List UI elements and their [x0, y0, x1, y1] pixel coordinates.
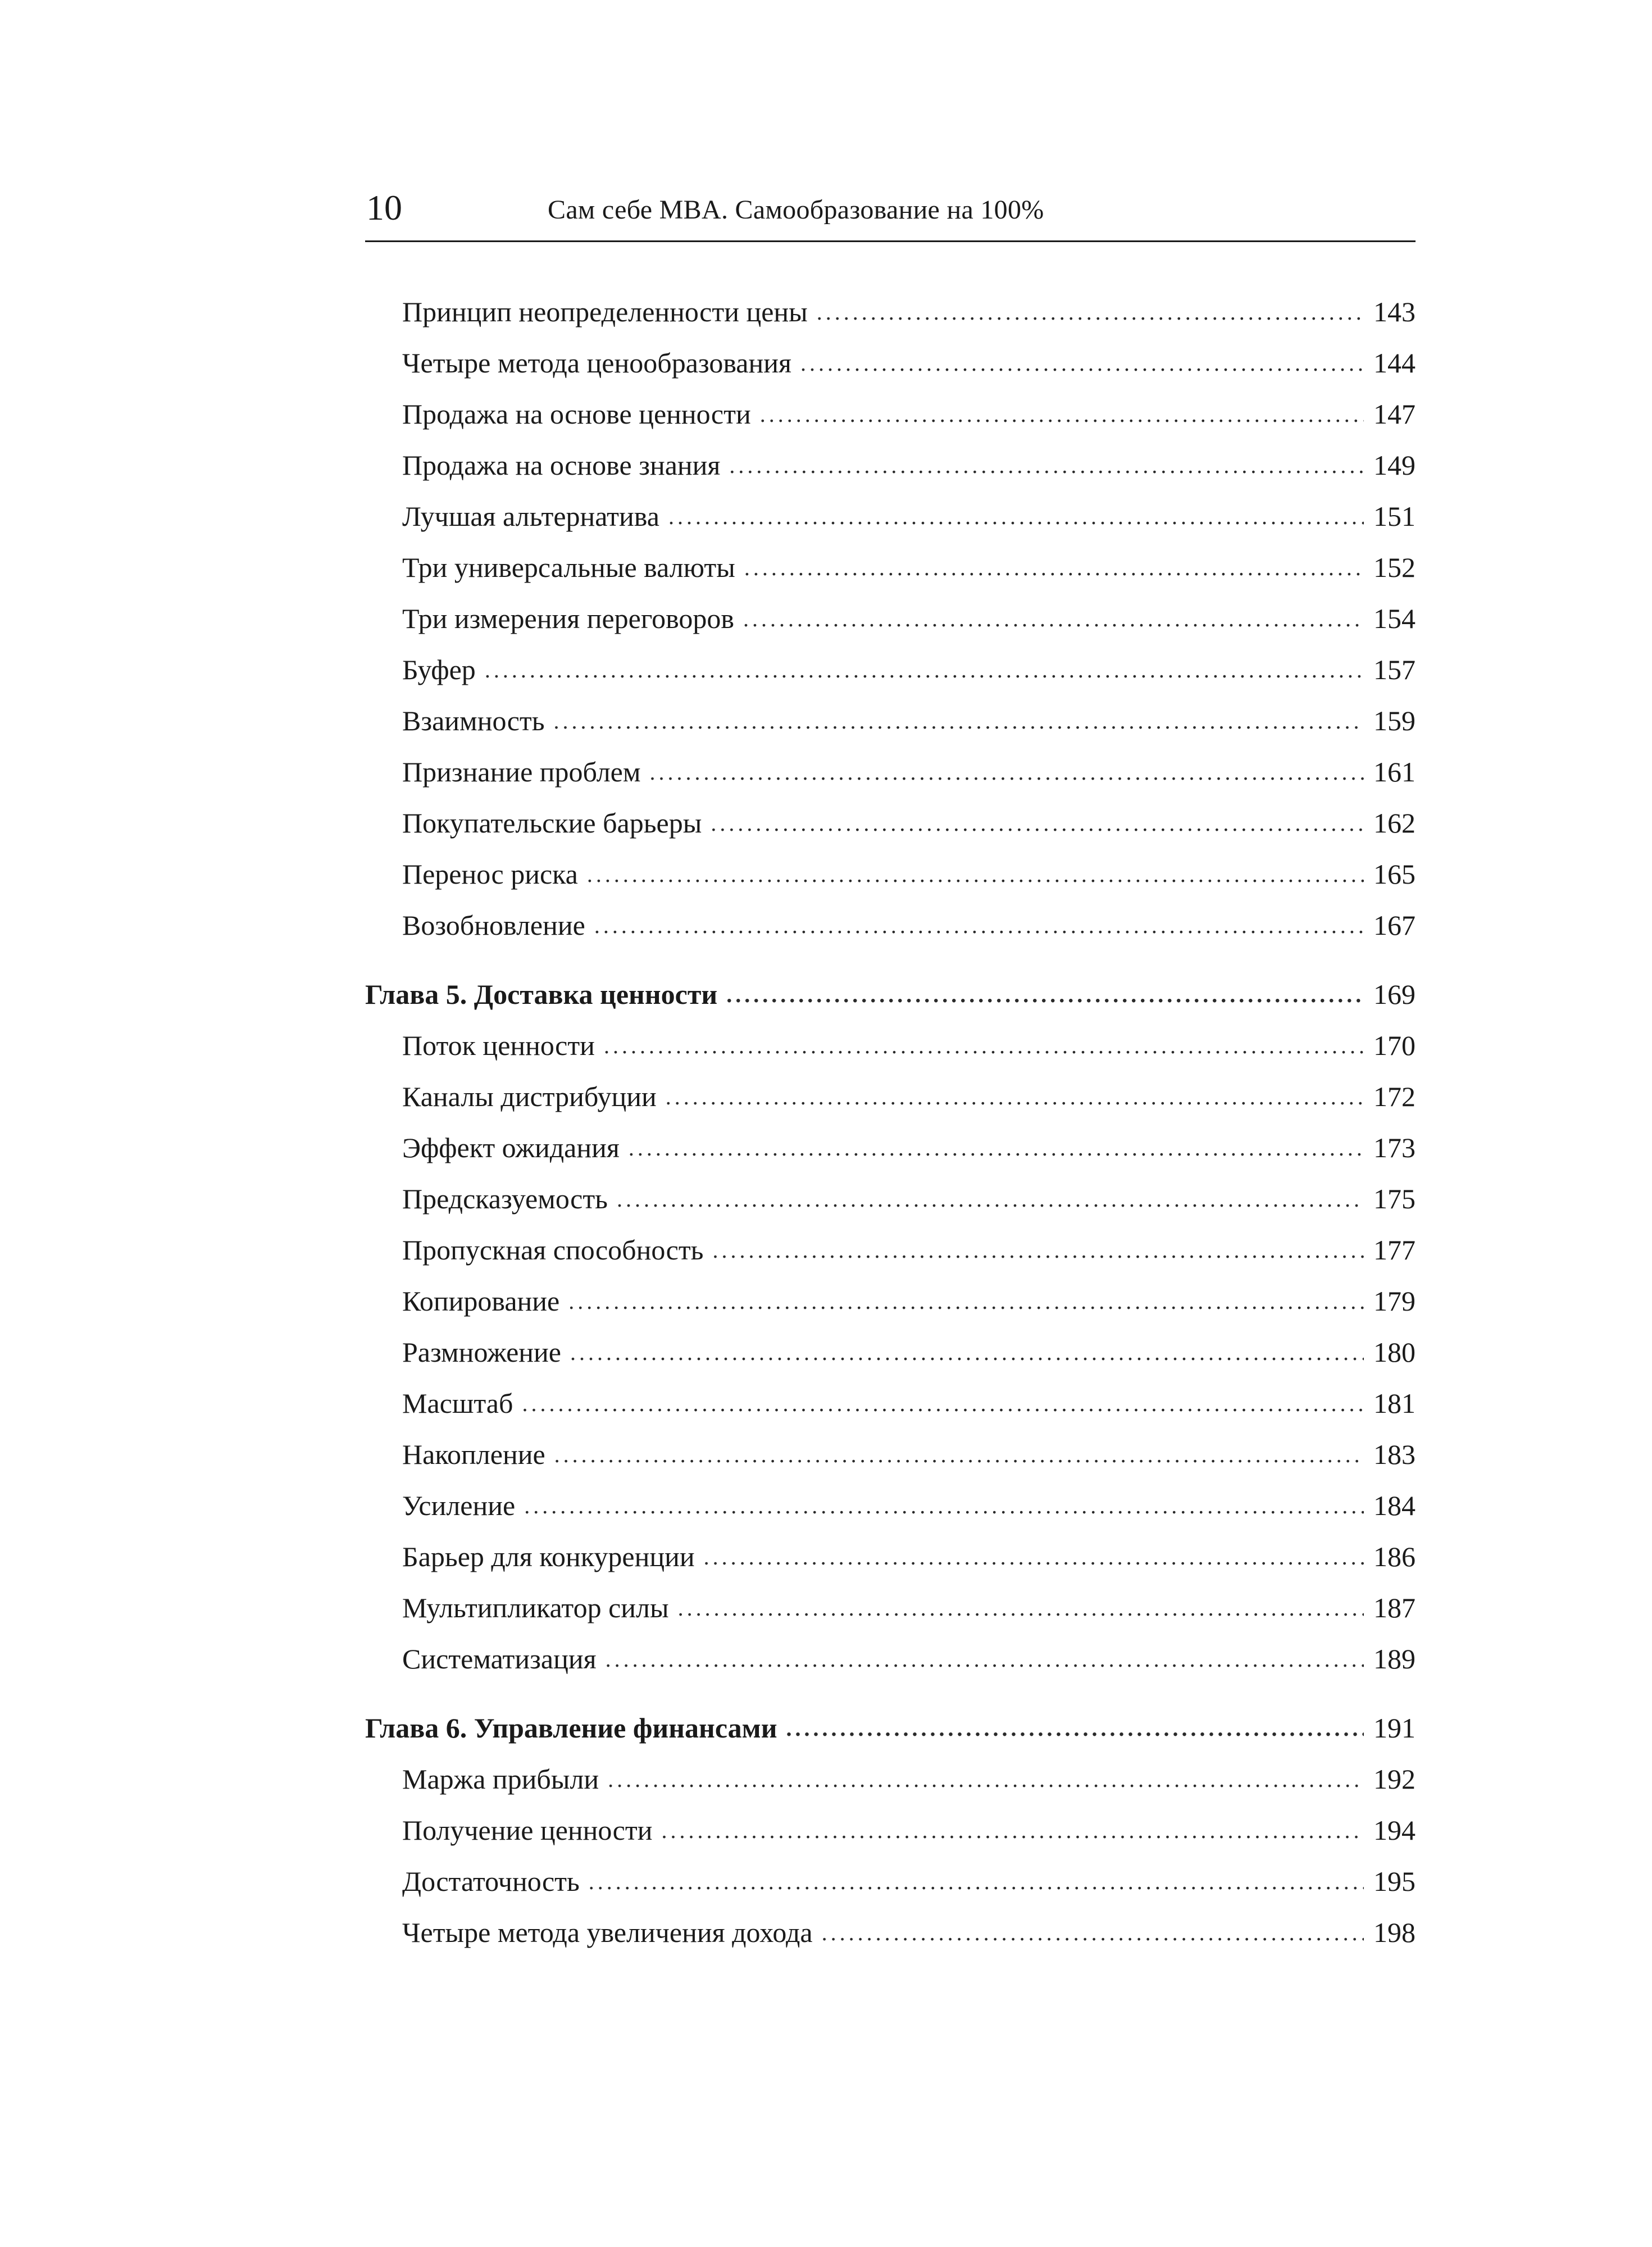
- entry-title: Покупательские барьеры: [402, 807, 702, 839]
- entry-title: Возобновление: [402, 909, 585, 941]
- entry-title: Три измерения переговоров: [402, 603, 735, 634]
- dot-leader: [617, 1173, 1364, 1225]
- toc-entry: [365, 747, 1416, 798]
- entry-page: 189: [1373, 1643, 1416, 1675]
- entry-title: Мультипликатор силы: [402, 1592, 669, 1623]
- toc-entry: [365, 1071, 1416, 1122]
- dot-leader: [570, 1327, 1364, 1378]
- dot-leader: [744, 542, 1364, 593]
- entry-page: 198: [1373, 1917, 1416, 1948]
- dot-leader: [666, 1071, 1364, 1122]
- dot-leader: [629, 1122, 1364, 1173]
- entry-title: Масштаб: [402, 1388, 513, 1419]
- entry-title: Систематизация: [402, 1643, 597, 1675]
- toc-entry: [365, 1225, 1416, 1276]
- entry-title: Принцип неопределенности цены: [402, 296, 808, 328]
- toc-entry: [365, 1429, 1416, 1480]
- entry-page: 186: [1373, 1541, 1416, 1572]
- entry-title: Четыре метода увеличения дохода: [402, 1917, 813, 1948]
- toc-section-b: [365, 1020, 1416, 1685]
- entry-page: 183: [1373, 1439, 1416, 1470]
- toc-entry: [365, 1531, 1416, 1582]
- entry-page: 175: [1373, 1183, 1416, 1215]
- entry-page: 170: [1373, 1030, 1416, 1061]
- dot-leader: [822, 1907, 1364, 1958]
- dot-leader: [711, 798, 1364, 849]
- toc-entry: [365, 1805, 1416, 1856]
- toc-entry: [365, 1378, 1416, 1429]
- entry-page: 144: [1373, 347, 1416, 379]
- entry-page: 162: [1373, 807, 1416, 839]
- entry-page: 179: [1373, 1285, 1416, 1317]
- entry-title: Каналы дистрибуции: [402, 1081, 657, 1112]
- dot-leader: [704, 1531, 1364, 1582]
- dot-leader: [589, 1856, 1364, 1907]
- toc-entry: [365, 798, 1416, 849]
- chapter-title: Глава 6. Управление финансами: [365, 1712, 777, 1744]
- dot-leader: [594, 900, 1364, 951]
- entry-title: Маржа прибыли: [402, 1763, 599, 1795]
- table-of-contents: [365, 286, 1416, 1958]
- toc-entry: [365, 286, 1416, 338]
- toc-chapter-6: [365, 1703, 1416, 1754]
- toc-entry: [365, 491, 1416, 542]
- dot-leader: [606, 1634, 1364, 1685]
- toc-entry: [365, 593, 1416, 644]
- entry-title: Три универсальные валюты: [402, 552, 735, 583]
- entry-title: Четыре метода ценообразования: [402, 347, 791, 379]
- toc-chapter-5: [365, 969, 1416, 1020]
- toc-entry: [365, 695, 1416, 747]
- entry-title: Размножение: [402, 1336, 561, 1368]
- toc-entry: [365, 440, 1416, 491]
- dot-leader: [661, 1805, 1364, 1856]
- entry-title: Предсказуемость: [402, 1183, 608, 1215]
- entry-page: 194: [1373, 1814, 1416, 1846]
- entry-title: Усиление: [402, 1490, 516, 1521]
- toc-entry: [365, 1276, 1416, 1327]
- toc-entry: [365, 849, 1416, 900]
- entry-page: 173: [1373, 1132, 1416, 1163]
- toc-section-c: [365, 1754, 1416, 1958]
- chapter-page: 191: [1373, 1712, 1416, 1744]
- dot-leader: [786, 1703, 1364, 1754]
- dot-leader: [760, 389, 1364, 440]
- entry-title: Взаимность: [402, 705, 545, 736]
- dot-leader: [587, 849, 1364, 900]
- entry-page: 187: [1373, 1592, 1416, 1623]
- entry-title: Продажа на основе ценности: [402, 398, 751, 430]
- dot-leader: [743, 593, 1364, 644]
- entry-page: 165: [1373, 858, 1416, 890]
- entry-page: 177: [1373, 1234, 1416, 1266]
- entry-page: 152: [1373, 552, 1416, 583]
- dot-leader: [608, 1754, 1364, 1805]
- dot-leader: [678, 1582, 1364, 1634]
- entry-page: 172: [1373, 1081, 1416, 1112]
- toc-entry: [365, 1122, 1416, 1173]
- dot-leader: [554, 1429, 1364, 1480]
- entry-page: 149: [1373, 449, 1416, 481]
- dot-leader: [668, 491, 1364, 542]
- entry-page: 192: [1373, 1763, 1416, 1795]
- dot-leader: [800, 338, 1364, 389]
- entry-title: Достаточность: [402, 1866, 580, 1897]
- entry-title: Лучшая альтернатива: [402, 501, 659, 532]
- running-header: [365, 185, 1416, 242]
- entry-page: 147: [1373, 398, 1416, 430]
- entry-page: 195: [1373, 1866, 1416, 1897]
- dot-leader: [485, 644, 1364, 695]
- entry-page: 167: [1373, 909, 1416, 941]
- entry-page: 184: [1373, 1490, 1416, 1521]
- entry-title: Эффект ожидания: [402, 1132, 620, 1163]
- chapter-title: Глава 5. Доставка ценности: [365, 979, 718, 1010]
- toc-entry: [365, 1020, 1416, 1071]
- entry-page: 151: [1373, 501, 1416, 532]
- entry-title: Признание проблем: [402, 756, 641, 788]
- entry-title: Барьер для конкуренции: [402, 1541, 695, 1572]
- toc-entry: [365, 1634, 1416, 1685]
- dot-leader: [524, 1480, 1364, 1531]
- toc-entry: [365, 338, 1416, 389]
- entry-title: Продажа на основе знания: [402, 449, 721, 481]
- toc-entry: [365, 389, 1416, 440]
- entry-title: Перенос риска: [402, 858, 578, 890]
- book-title: Сам себе MBA. Самообразование на 100%: [548, 195, 1044, 225]
- dot-leader: [554, 695, 1364, 747]
- entry-title: Пропускная способность: [402, 1234, 704, 1266]
- toc-entry: [365, 542, 1416, 593]
- entry-page: 143: [1373, 296, 1416, 328]
- entry-page: 161: [1373, 756, 1416, 788]
- toc-entry: [365, 1173, 1416, 1225]
- entry-title: Копирование: [402, 1285, 560, 1317]
- dot-leader: [650, 747, 1364, 798]
- toc-entry: [365, 1856, 1416, 1907]
- toc-section-a: [365, 286, 1416, 951]
- toc-entry: [365, 1327, 1416, 1378]
- dot-leader: [568, 1276, 1364, 1327]
- dot-leader: [604, 1020, 1364, 1071]
- toc-entry: [365, 1754, 1416, 1805]
- toc-entry: [365, 1480, 1416, 1531]
- entry-page: 159: [1373, 705, 1416, 736]
- entry-title: Накопление: [402, 1439, 545, 1470]
- dot-leader: [712, 1225, 1364, 1276]
- entry-page: 154: [1373, 603, 1416, 634]
- toc-entry: [365, 1582, 1416, 1634]
- entry-title: Получение ценности: [402, 1814, 653, 1846]
- entry-page: 180: [1373, 1336, 1416, 1368]
- page-number: 10: [366, 188, 402, 228]
- dot-leader: [817, 286, 1364, 338]
- toc-entry: [365, 644, 1416, 695]
- toc-entry: [365, 900, 1416, 951]
- chapter-page: 169: [1373, 979, 1416, 1010]
- dot-leader: [522, 1378, 1364, 1429]
- toc-entry: [365, 1907, 1416, 1958]
- entry-title: Поток ценности: [402, 1030, 595, 1061]
- entry-title: Буфер: [402, 654, 476, 685]
- dot-leader: [729, 440, 1364, 491]
- entry-page: 157: [1373, 654, 1416, 685]
- dot-leader: [726, 969, 1364, 1020]
- entry-page: 181: [1373, 1388, 1416, 1419]
